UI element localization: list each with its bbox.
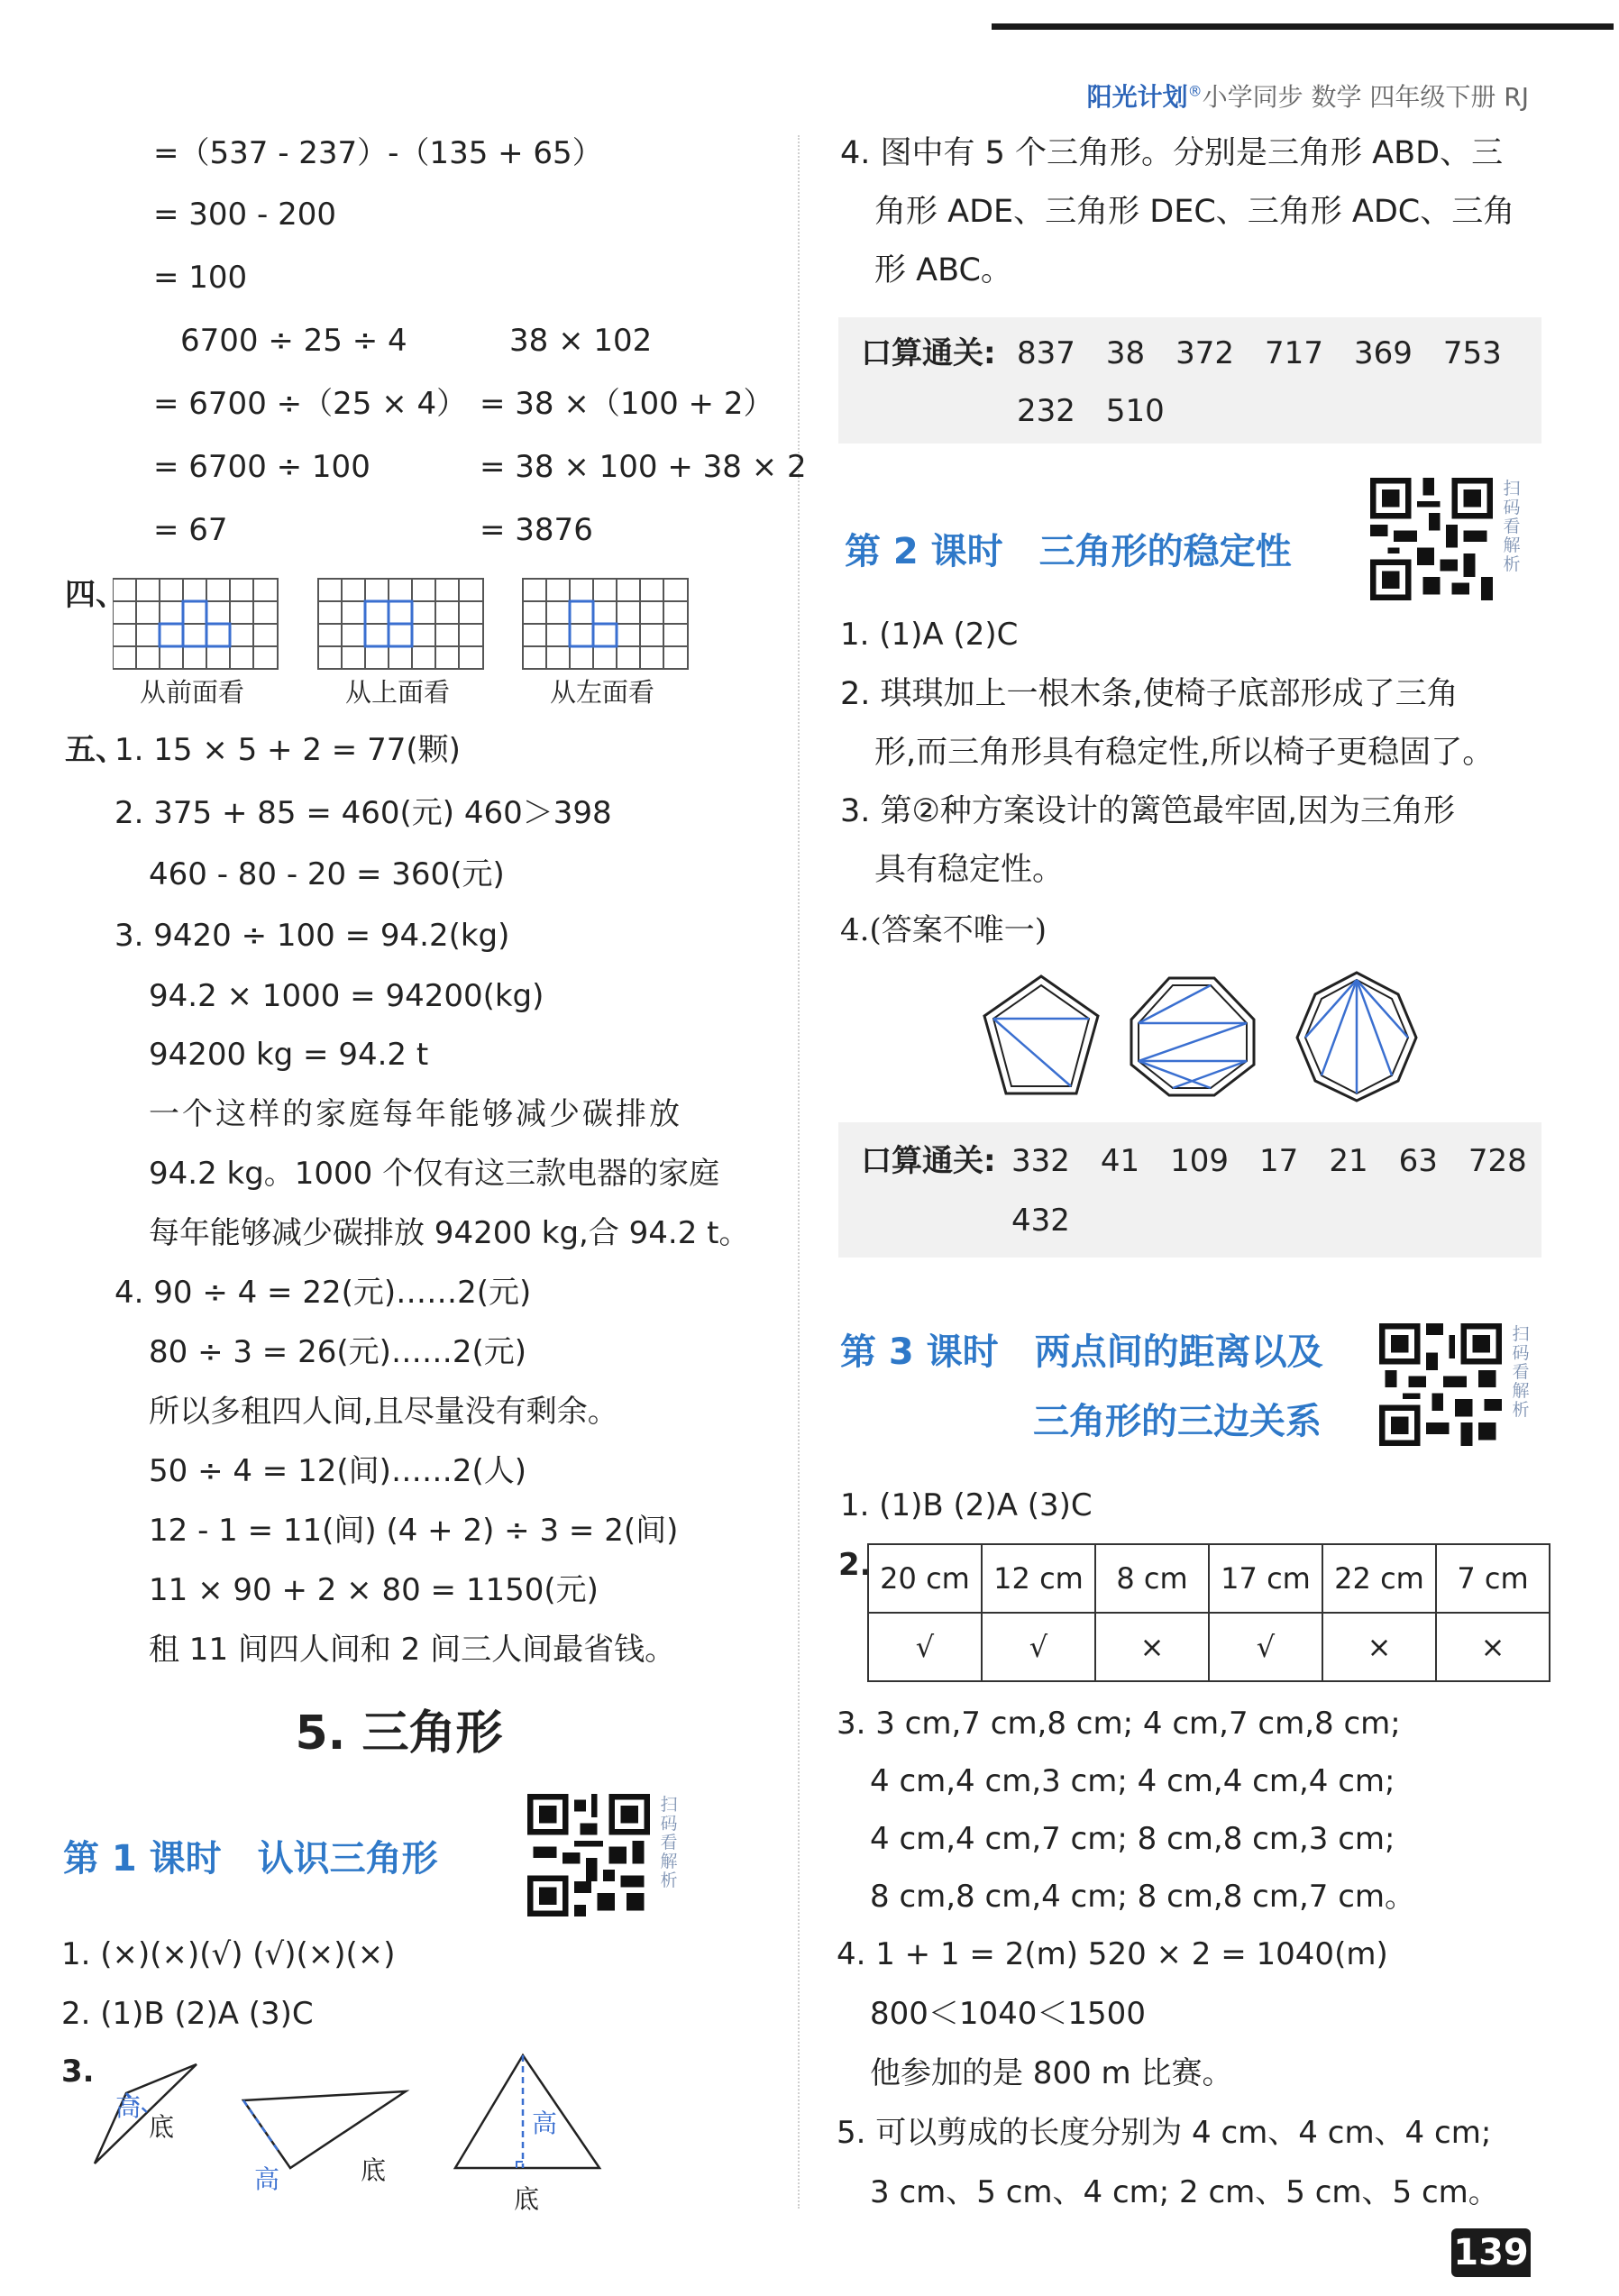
lesson3-line5a: 5. 可以剪成的长度分别为 4 cm、4 cm、4 cm; (837, 2115, 1492, 2151)
triangle-sides-table (867, 1543, 1550, 1682)
lesson1-line2: 2. (1)B (2)A (3)C (61, 1996, 314, 2032)
oral1-row1: 837 38 372 717 369 753 (1017, 335, 1502, 371)
q4-line1: 4. 图中有 5 个三角形。分别是三角形 ABD、三 (840, 135, 1504, 171)
calc1-line1: =（537 - 237）-（135 + 65） (153, 135, 603, 171)
sec5-line13: 50 ÷ 4 = 12(间)……2(人) (149, 1453, 527, 1489)
lesson2-line4: 3. 第②种方案设计的篱笆最牢固,因为三角形 (840, 793, 1456, 829)
sec5-line12: 所以多租四人间,且尽量没有剩余。 (149, 1394, 618, 1430)
page-header (1087, 78, 1529, 114)
lesson2-title: 第 2 课时 三角形的稳定性 (845, 531, 1292, 572)
tri2-height-label: 高 (254, 2164, 280, 2194)
lesson1-line3: 3. (61, 2054, 95, 2090)
lesson2-line5: 具有稳定性。 (874, 852, 1065, 888)
table-cell: √ (868, 1613, 982, 1681)
tri2-base-label: 底 (361, 2155, 387, 2185)
lesson3-line4a: 4. 1 + 1 = 2(m) 520 × 2 = 1040(m) (837, 1936, 1388, 1972)
lesson2-line3: 形,而三角形具有稳定性,所以椅子更稳固了。 (874, 735, 1495, 771)
table-cell: 12 cm (982, 1544, 1095, 1613)
top-rule (992, 23, 1614, 30)
lesson3-line4b: 800＜1040＜1500 (870, 1996, 1146, 2032)
q4-line3: 形 ABC。 (874, 252, 1012, 288)
sec5-line8: 94.2 kg。1000 个仅有这三款电器的家庭 (149, 1156, 720, 1192)
sec5-line5: 94.2 × 1000 = 94200(kg) (149, 978, 544, 1014)
oral2-row1: 332 41 109 17 21 63 728 (1011, 1143, 1527, 1179)
sec5-line14: 12 - 1 = 11(间) (4 + 2) ÷ 3 = 2(间) (149, 1513, 679, 1549)
lesson3-line1: 1. (1)B (2)A (3)C (840, 1487, 1093, 1523)
lesson3-line4c: 他参加的是 800 m 比赛。 (870, 2055, 1233, 2091)
qr-label-lesson1: 扫码看解析 (660, 1795, 678, 1890)
registered-mark: ® (1187, 82, 1203, 100)
view-label-top: 从上面看 (345, 677, 451, 708)
view-grids (113, 577, 708, 674)
section4-label: 四、 (65, 577, 126, 613)
calc2a-line3: = 6700 ÷ 100 (153, 449, 370, 485)
calc2b-line2: = 38 ×（100 + 2） (480, 386, 774, 422)
qr-label-lesson2: 扫码看解析 (1503, 479, 1521, 574)
calc2b-line3: = 38 × 100 + 38 × 2 (480, 449, 807, 485)
sec5-line3: 460 - 80 - 20 = 360(元) (149, 856, 505, 892)
table-cell: √ (1209, 1613, 1322, 1681)
column-divider (798, 135, 800, 2209)
tri1-height-label: 高 (115, 2092, 142, 2122)
sec5-line15: 11 × 90 + 2 × 80 = 1150(元) (149, 1572, 599, 1608)
calc2a-line1: 6700 ÷ 25 ÷ 4 (180, 323, 407, 359)
lesson3-title-line1: 第 3 课时 两点间的距离以及 (840, 1331, 1323, 1373)
lesson1-title: 第 1 课时 认识三角形 (63, 1838, 438, 1880)
table-cell: √ (982, 1613, 1095, 1681)
table-cell: × (1322, 1613, 1436, 1681)
sec5-line7: 一个这样的家庭每年能够减少碳排放 (149, 1096, 682, 1132)
lesson3-title-line2: 三角形的三边关系 (1033, 1401, 1322, 1442)
calc1-line2: = 300 - 200 (153, 197, 336, 233)
header-subtitle: 小学同步 数学 四年级下册 RJ (1202, 82, 1529, 112)
oral1-label: 口算通关: (861, 335, 996, 371)
tri3-height-label: 高 (532, 2108, 558, 2138)
q4-line2: 角形 ADE、三角形 DEC、三角形 ADC、三角 (874, 194, 1515, 230)
oral2-row2: 432 (1011, 1203, 1070, 1239)
lesson3-line3b: 4 cm,4 cm,3 cm; 4 cm,4 cm,4 cm; (870, 1763, 1395, 1799)
section5-label: 五、 (65, 732, 126, 768)
qr-code-lesson1[interactable] (527, 1794, 650, 1916)
calc2a-line4: = 67 (153, 512, 228, 548)
table-cell: 22 cm (1322, 1544, 1436, 1613)
chapter-title: 5. 三角形 (295, 1706, 503, 1761)
sec5-line16: 租 11 间四人间和 2 间三人间最省钱。 (149, 1632, 676, 1668)
qr-code-lesson2[interactable] (1370, 478, 1493, 600)
oral1-row2: 232 510 (1017, 393, 1165, 429)
brand-name: 阳光计划 (1086, 82, 1188, 112)
lesson2-line1: 1. (1)A (2)C (840, 617, 1019, 653)
sec5-line9: 每年能够减少碳排放 94200 kg,合 94.2 t。 (149, 1215, 750, 1251)
oral2-label: 口算通关: (861, 1143, 996, 1179)
table-header-row (868, 1544, 1550, 1613)
view-label-front: 从前面看 (140, 677, 245, 708)
sec5-line11: 80 ÷ 3 = 26(元)……2(元) (149, 1334, 527, 1370)
lesson1-line1: 1. (×)(×)(√) (√)(×)(×) (61, 1936, 396, 1972)
sec5-line4: 3. 9420 ÷ 100 = 94.2(kg) (114, 918, 510, 954)
lesson3-line3d: 8 cm,8 cm,4 cm; 8 cm,8 cm,7 cm。 (870, 1879, 1416, 1915)
table-cell: 17 cm (1209, 1544, 1322, 1613)
qr-label-lesson3: 扫码看解析 (1512, 1324, 1530, 1420)
sec5-line1: 1. 15 × 5 + 2 = 77(颗) (114, 732, 461, 768)
table-cell: 7 cm (1436, 1544, 1550, 1613)
lesson2-line6: 4.(答案不唯一) (840, 912, 1047, 948)
calc2b-line4: = 3876 (480, 512, 593, 548)
qr-code-lesson3[interactable] (1379, 1323, 1502, 1446)
sec5-line6: 94200 kg = 94.2 t (149, 1037, 429, 1073)
table-cell: × (1095, 1613, 1209, 1681)
polygon-triangulation-figure (978, 969, 1429, 1104)
sec5-line10: 4. 90 ÷ 4 = 22(元)……2(元) (114, 1275, 532, 1311)
lesson3-line3a: 3. 3 cm,7 cm,8 cm; 4 cm,7 cm,8 cm; (837, 1706, 1401, 1742)
table-cell: 20 cm (868, 1544, 982, 1613)
calc1-line3: = 100 (153, 260, 248, 296)
lesson3-line3c: 4 cm,4 cm,7 cm; 8 cm,8 cm,3 cm; (870, 1821, 1395, 1857)
tri1-base-label: 底 (149, 2112, 175, 2142)
lesson2-line2: 2. 琪琪加上一根木条,使椅子底部形成了三角 (840, 676, 1459, 712)
page-number: 139 (1451, 2228, 1531, 2277)
calc2a-line2: = 6700 ÷（25 × 4） (153, 386, 468, 422)
calc2b-line1: 38 × 102 (509, 323, 653, 359)
lesson3-line5b: 3 cm、5 cm、4 cm; 2 cm、5 cm、5 cm。 (870, 2174, 1499, 2210)
tri3-base-label: 底 (514, 2184, 540, 2214)
table-row (868, 1613, 1550, 1681)
sec5-line2: 2. 375 + 85 = 460(元) 460＞398 (114, 795, 612, 831)
lesson3-table-label: 2. (838, 1547, 872, 1583)
table-cell: 8 cm (1095, 1544, 1209, 1613)
table-cell: × (1436, 1613, 1550, 1681)
view-label-left: 从左面看 (550, 677, 655, 708)
